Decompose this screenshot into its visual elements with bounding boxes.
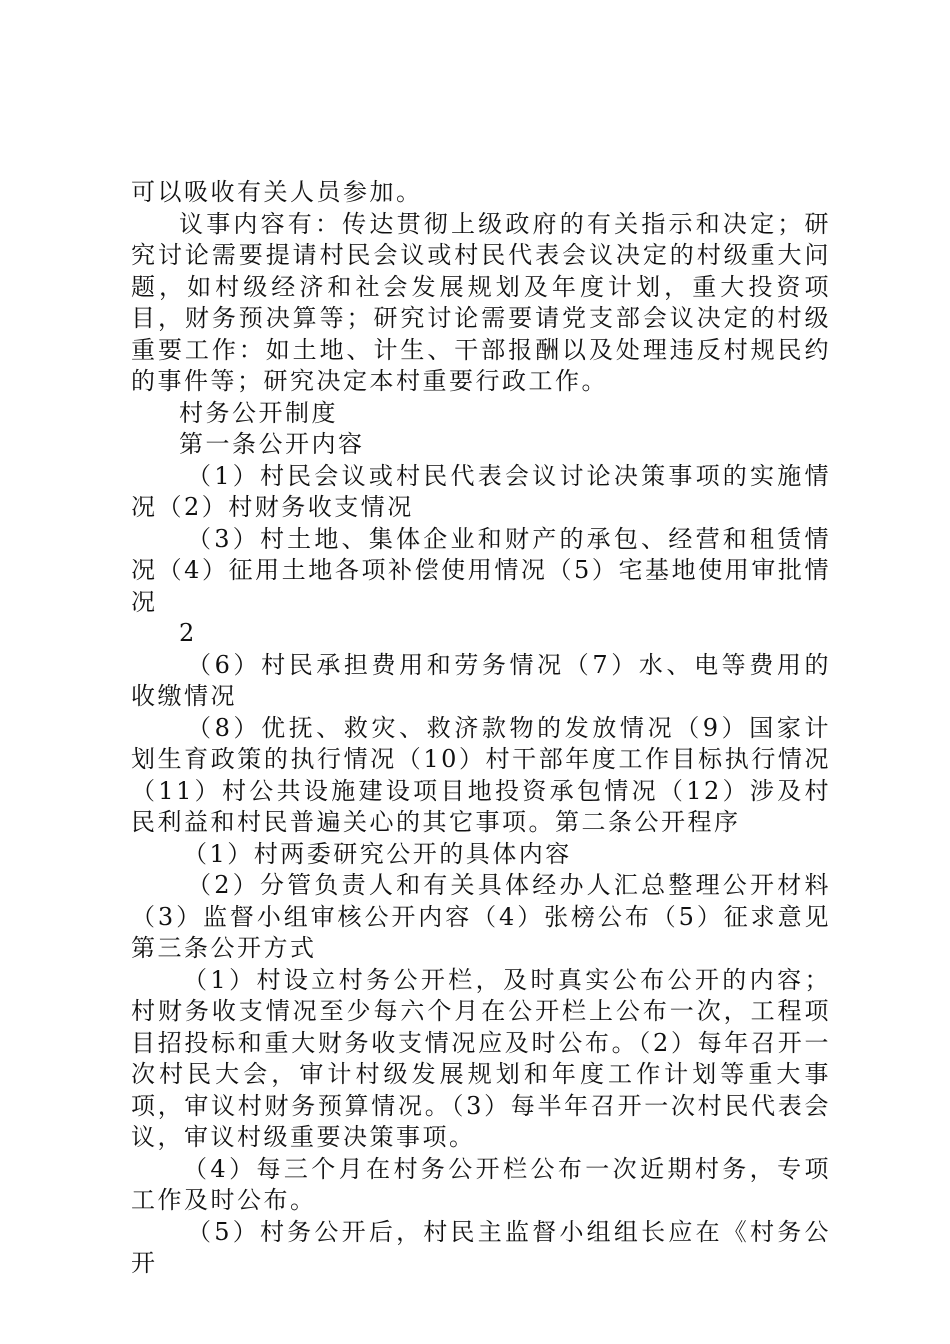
- list-paragraph: （3）村土地、集体企业和财产的承包、经营和租赁情况（4）征用土地各项补偿使用情况（5）宅基地使用审批情况: [131, 524, 831, 616]
- section-heading: 村务公开制度: [179, 398, 338, 427]
- document-body: [131, 177, 831, 1280]
- list-paragraph: （1）村两委研究公开的具体内容: [183, 839, 572, 868]
- list-paragraph: （1）村民会议或村民代表会议讨论决策事项的实施情况（2）村财务收支情况: [131, 461, 831, 521]
- paragraph-agenda: 议事内容有：传达贯彻上级政府的有关指示和决定；研究讨论需要提请村民会议或村民代表会议决定的村级重大问题，如村级经济和社会发展规划及年度计划，重大投资项目，财务预决算等；研究讨论需要请党支部会议决定的村级重要工作：如土地、计生、干部报酬以及处理违反村规民约的事件等；研究决定本村重要行政工作。: [131, 209, 831, 395]
- list-paragraph: （1）村设立村务公开栏，及时真实公布公开的内容；村财务收支情况至少每六个月在公开栏上公布一次，工程项目招投标和重大财务收支情况应及时公布。（2）每年召开一次村民大会，审计村级发展规划和年度工作计划等重大事项，审议村财务预算情况。（3）每半年召开一次村民代表会议，审议村级重要决策事项。: [131, 965, 831, 1151]
- list-paragraph: （4）每三个月在村务公开栏公布一次近期村务，专项工作及时公布。: [131, 1154, 831, 1214]
- list-paragraph: （8）优抚、救灾、救济款物的发放情况（9）国家计划生育政策的执行情况（10）村干部年度工作目标执行情况（11）村公共设施建设项目地投资承包情况（12）涉及村民利益和村民普遍关心的其它事项。第二条公开程序: [131, 713, 831, 836]
- list-paragraph: （2）分管负责人和有关具体经办人汇总整理公开材料（3）监督小组审核公开内容（4）张榜公布（5）征求意见第三条公开方式: [131, 871, 831, 962]
- article-heading: 第一条公开内容: [179, 430, 365, 458]
- list-paragraph: （6）村民承担费用和劳务情况（7）水、电等费用的收缴情况: [131, 650, 831, 710]
- page-number: 2: [179, 619, 197, 647]
- list-paragraph: （5）村务公开后，村民主监督小组组长应在《村务公开: [131, 1217, 831, 1277]
- paragraph-continuation: 可以吸收有关人员参加。: [131, 178, 423, 206]
